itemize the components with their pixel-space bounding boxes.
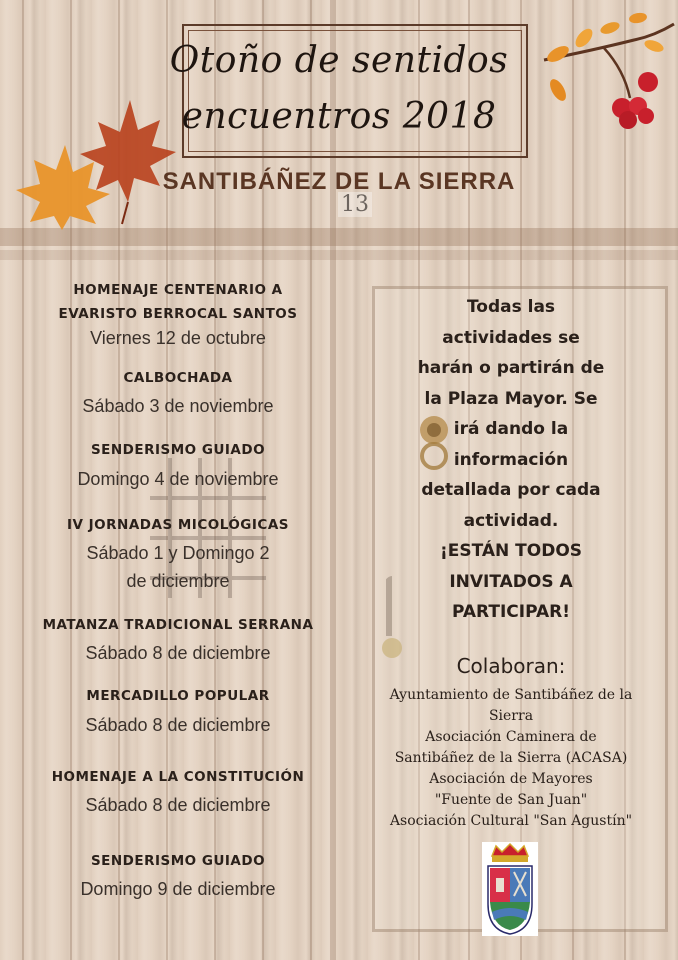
municipal-coat-of-arms-icon <box>482 842 538 936</box>
title-line-2: encuentros 2018 <box>181 96 497 137</box>
event-0-name-line-1: EVARISTO BERROCAL SANTOS <box>58 306 298 322</box>
event-2-date: Domingo 4 de noviembre <box>77 469 279 489</box>
info-line: harán o partirán de <box>417 358 605 378</box>
door-lintel-shadow <box>0 250 678 260</box>
event-7-date: Domingo 9 de diciembre <box>80 879 276 899</box>
event-7-name: SENDERISMO GUIADO <box>90 853 266 869</box>
title-line-1: Otoño de sentidos <box>169 40 509 81</box>
info-line: actividad. <box>463 510 559 531</box>
collaborator-line: Asociación de Mayores <box>429 771 593 787</box>
event-1-date: Sábado 3 de noviembre <box>82 396 274 416</box>
event-4-date: Sábado 8 de diciembre <box>85 643 271 663</box>
event-6-date: Sábado 8 de diciembre <box>85 795 271 815</box>
collaborator-line: Asociación Cultural "San Agustín" <box>389 813 633 829</box>
info-line: PARTICIPAR! <box>451 602 570 622</box>
event-0-name-line-0: HOMENAJE CENTENARIO A <box>73 282 283 298</box>
event-2-name: SENDERISMO GUIADO <box>90 442 266 458</box>
event-3-name: IV JORNADAS MICOLÓGICAS <box>66 517 289 533</box>
door-lintel <box>0 228 678 246</box>
event-0-date: Viernes 12 de octubre <box>90 328 266 348</box>
info-line: la Plaza Mayor. Se <box>424 388 598 409</box>
info-line: Todas las <box>466 297 556 317</box>
collaborators-list <box>376 685 646 832</box>
door-number: 13 <box>338 192 372 217</box>
collaborator-line: "Fuente de San Juan" <box>434 792 588 808</box>
info-line: INVITADOS A <box>449 571 573 592</box>
event-3-date-line-0: Sábado 1 y Domingo 2 <box>86 543 270 563</box>
info-line: actividades se <box>442 327 580 348</box>
event-6-name: HOMENAJE A LA CONSTITUCIÓN <box>51 769 305 785</box>
info-line: irá dando la <box>453 419 569 439</box>
info-line: información <box>453 449 569 470</box>
info-text <box>400 292 622 628</box>
info-line: ¡ESTÁN TODOS <box>439 541 583 561</box>
info-line: detallada por cada <box>421 480 601 500</box>
collaborators-title: Colaboran: <box>456 654 566 678</box>
collaborator-line: Santibáñez de la Sierra (ACASA) <box>394 750 628 766</box>
event-5-date: Sábado 8 de diciembre <box>85 715 271 735</box>
collaborator-line: Sierra <box>488 708 534 724</box>
town-name: SANTIBÁÑEZ DE LA SIERRA <box>162 168 516 195</box>
event-1-name: CALBOCHADA <box>123 370 233 386</box>
collaborator-line: Ayuntamiento de Santibáñez de la <box>389 687 633 703</box>
event-4-name: MATANZA TRADICIONAL SERRANA <box>42 617 314 633</box>
collaborator-line: Asociación Caminera de <box>425 729 597 745</box>
event-5-name: MERCADILLO POPULAR <box>86 688 270 704</box>
event-3-date-line-1: de diciembre <box>126 571 230 591</box>
